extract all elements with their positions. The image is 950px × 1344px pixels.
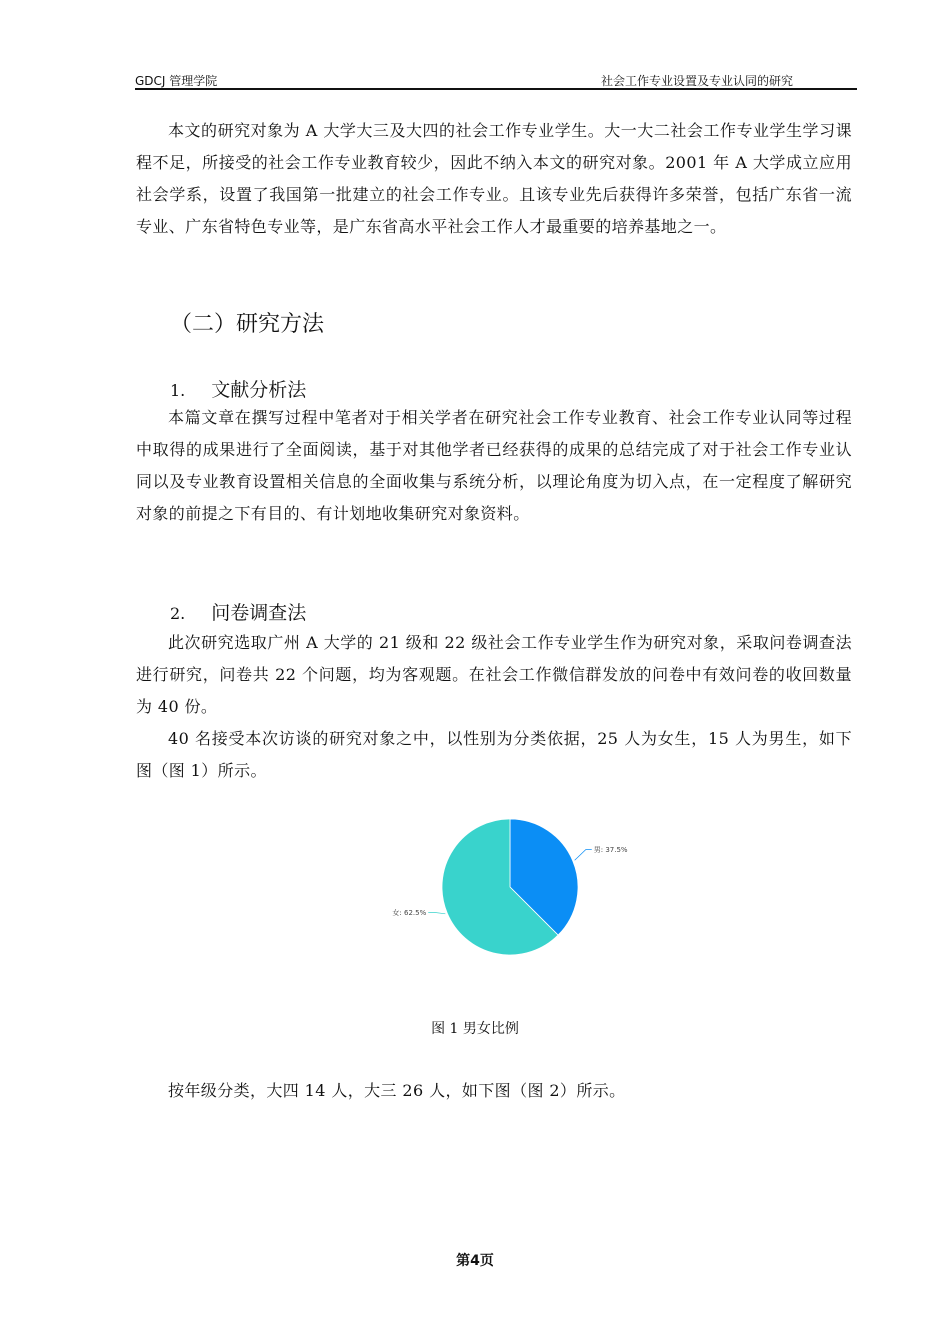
pie-leader-line-1 — [428, 912, 445, 913]
header-divider — [135, 88, 857, 90]
gender-pie-chart — [360, 805, 660, 975]
subheading-number: 2. — [170, 604, 186, 623]
subheading-title: 问卷调查法 — [211, 602, 307, 624]
subheading-questionnaire — [170, 598, 306, 625]
paragraph-literature-analysis: 本篇文章在撰写过程中笔者对于相关学者在研究社会工作专业教育、社会工作专业认同等过程中取得的成果进行了全面阅读，基于对其他学者已经获得的成果的总结完成了对于社会工作专业认同以及专业教育设置相关信息的全面收集与系统分析，以理论角度为切入点，在一定程度了解研究对象的前提之下有目的、有计划地收集研究对象资料。 — [136, 408, 852, 523]
paragraph-grade-split: 按年级分类，大四 14 人，大三 26 人，如下图（图 2）所示。 — [168, 1081, 626, 1100]
pie-leader-line-0 — [575, 850, 592, 861]
paragraph-questionnaire: 此次研究选取广州 A 大学的 21 级和 22 级社会工作专业学生作为研究对象，采取问卷调查法进行研究，问卷共 22 个问题，均为客观题。在社会工作微信群发放的问卷中有效问卷的收回数量为 40 份。 — [136, 633, 852, 716]
pie-label-0: 男: 37.5% — [593, 846, 628, 855]
header-right: 社会工作专业设置及专业认同的研究 — [600, 74, 793, 88]
paragraph-gender-split: 40 名接受本次访谈的研究对象之中，以性别为分类依据，25 人为女生，15 人为男生，如下图（图 1）所示。 — [136, 729, 852, 780]
subheading-number: 1. — [170, 381, 186, 400]
page-header — [135, 70, 857, 90]
subheading-literature-analysis — [170, 375, 306, 402]
subheading-title: 文献分析法 — [211, 379, 307, 401]
pie-label-1: 女: 62.5% — [392, 908, 427, 917]
paragraph-research-subject: 本文的研究对象为 A 大学大三及大四的社会工作专业学生。大一大二社会工作专业学生学习课程不足，所接受的社会工作专业教育较少，因此不纳入本文的研究对象。2001 年 A 大学成立应用社会学系，设置了我国第一批建立的社会工作专业。且该专业先后获得许多荣誉，包括广东省一流专业、广东省特色专业等，是广东省高水平社会工作人才最重要的培养基地之一。 — [136, 121, 852, 236]
figure-caption: 图 1 男女比例 — [431, 1021, 519, 1037]
header-left: GDCJ 管理学院 — [135, 74, 218, 88]
section-heading-methods: （二）研究方法 — [170, 312, 325, 337]
page-number: 第4页 — [456, 1253, 494, 1269]
